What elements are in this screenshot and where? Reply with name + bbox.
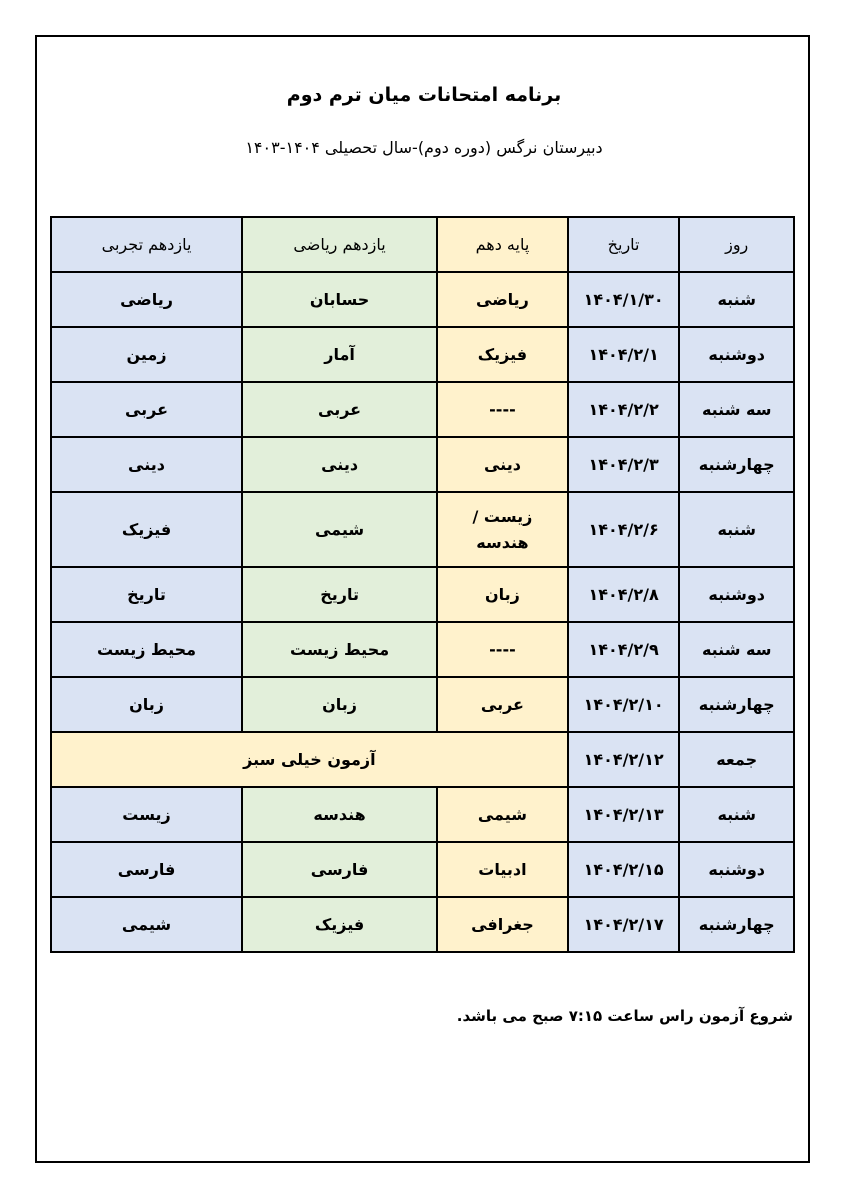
cell-date: ۱۴۰۴/۲/۹	[568, 622, 680, 677]
cell-grade10: شیمی	[437, 787, 568, 842]
cell-date: ۱۴۰۴/۲/۱۷	[568, 897, 680, 952]
cell-grade10: زبان	[437, 567, 568, 622]
cell-day: سه شنبه	[679, 622, 794, 677]
cell-grade11-math: فارسی	[242, 842, 437, 897]
table-row	[51, 787, 794, 842]
table-row	[51, 437, 794, 492]
cell-date: ۱۴۰۴/۲/۱۵	[568, 842, 680, 897]
cell-grade11-math: آمار	[242, 327, 437, 382]
cell-day: شنبه	[679, 272, 794, 327]
cell-grade11-math: تاریخ	[242, 567, 437, 622]
cell-date: ۱۴۰۴/۲/۱	[568, 327, 680, 382]
table-row	[51, 622, 794, 677]
cell-grade10: ریاضی	[437, 272, 568, 327]
cell-grade10: دینی	[437, 437, 568, 492]
cell-day: دوشنبه	[679, 842, 794, 897]
table-row	[51, 567, 794, 622]
cell-date: ۱۴۰۴/۲/۱۰	[568, 677, 680, 732]
cell-date: ۱۴۰۴/۲/۳	[568, 437, 680, 492]
cell-grade11-math: دینی	[242, 437, 437, 492]
cell-day: شنبه	[679, 787, 794, 842]
header-grade11-exp: یازدهم تجربی	[51, 217, 242, 272]
cell-grade10: ----	[437, 622, 568, 677]
exam-schedule-table	[50, 216, 795, 953]
cell-grade11-exp: فیزیک	[51, 492, 242, 567]
cell-day: دوشنبه	[679, 327, 794, 382]
cell-day: چهارشنبه	[679, 437, 794, 492]
cell-day: چهارشنبه	[679, 897, 794, 952]
cell-grade11-exp: فارسی	[51, 842, 242, 897]
header-grade11-math: یازدهم ریاضی	[242, 217, 437, 272]
start-time-note: شروع آزمون راس ساعت ۷:۱۵ صبح می باشد.	[456, 1007, 793, 1025]
cell-date: ۱۴۰۴/۲/۱۳	[568, 787, 680, 842]
cell-grade11-exp: شیمی	[51, 897, 242, 952]
cell-grade11-math: عربی	[242, 382, 437, 437]
cell-grade10: فیزیک	[437, 327, 568, 382]
cell-grade10	[437, 492, 568, 567]
cell-date: ۱۴۰۴/۲/۱۲	[568, 732, 680, 787]
table-row	[51, 327, 794, 382]
cell-grade11-math: فیزیک	[242, 897, 437, 952]
cell-date: ۱۴۰۴/۲/۶	[568, 492, 680, 567]
table-row	[51, 382, 794, 437]
table-row	[51, 272, 794, 327]
table-row	[51, 897, 794, 952]
cell-grade11-exp: محیط زیست	[51, 622, 242, 677]
cell-grade11-math: زبان	[242, 677, 437, 732]
cell-grade10: ----	[437, 382, 568, 437]
table-header-row	[51, 217, 794, 272]
table-row	[51, 492, 794, 567]
cell-grade11-exp: عربی	[51, 382, 242, 437]
cell-grade11-exp: زیست	[51, 787, 242, 842]
cell-grade11-math: هندسه	[242, 787, 437, 842]
cell-merged-exam: آزمون خیلی سبز	[51, 732, 568, 787]
page-subtitle: دبیرستان نرگس (دوره دوم)-سال تحصیلی ۱۴۰۴-۱۴۰۳	[245, 138, 603, 157]
cell-day: چهارشنبه	[679, 677, 794, 732]
cell-grade11-math: شیمی	[242, 492, 437, 567]
cell-grade11-exp: دینی	[51, 437, 242, 492]
cell-day: جمعه	[679, 732, 794, 787]
cell-grade10: عربی	[437, 677, 568, 732]
cell-grade10-line1: زیست /	[472, 506, 533, 526]
cell-grade10-line2: هندسه	[476, 532, 529, 552]
cell-grade10: جغرافی	[437, 897, 568, 952]
table-row	[51, 732, 794, 787]
cell-grade11-math: حسابان	[242, 272, 437, 327]
cell-date: ۱۴۰۴/۲/۸	[568, 567, 680, 622]
table-row	[51, 842, 794, 897]
cell-date: ۱۴۰۴/۲/۲	[568, 382, 680, 437]
header-day: روز	[679, 217, 794, 272]
cell-grade11-exp: زمین	[51, 327, 242, 382]
cell-grade11-math: محیط زیست	[242, 622, 437, 677]
header-date: تاریخ	[568, 217, 680, 272]
page-title: برنامه امتحانات میان ترم دوم	[286, 84, 562, 106]
cell-day: شنبه	[679, 492, 794, 567]
cell-grade11-exp: ریاضی	[51, 272, 242, 327]
table-row	[51, 677, 794, 732]
cell-day: دوشنبه	[679, 567, 794, 622]
cell-date: ۱۴۰۴/۱/۳۰	[568, 272, 680, 327]
cell-day: سه شنبه	[679, 382, 794, 437]
cell-grade11-exp: تاریخ	[51, 567, 242, 622]
cell-grade11-exp: زبان	[51, 677, 242, 732]
header-grade10: پایه دهم	[437, 217, 568, 272]
cell-grade10: ادبیات	[437, 842, 568, 897]
